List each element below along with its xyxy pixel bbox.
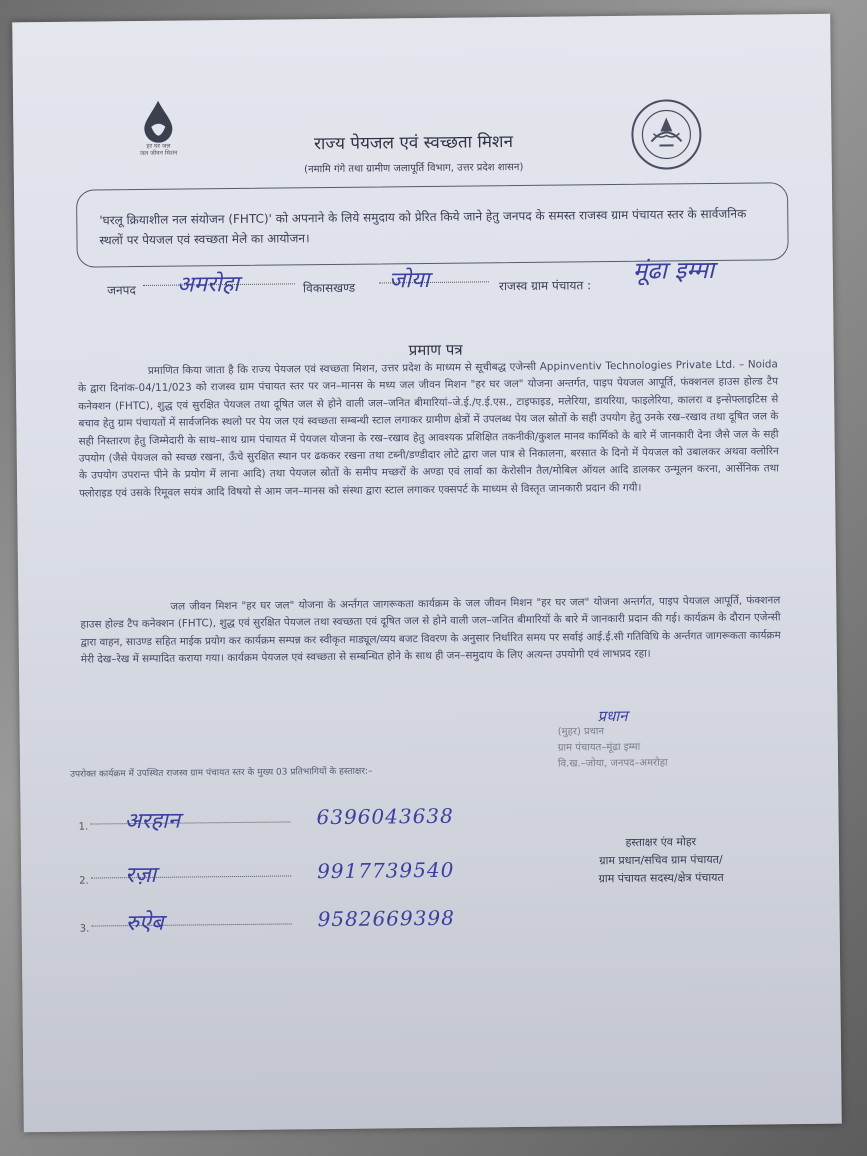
signature-block-line-2: ग्राम प्रधान/सचिव ग्राम पंचायत/ <box>599 852 723 868</box>
certificate-paragraph-1: प्रमाणित किया जाता है कि राज्य पेयजल एवं स्वच्छता मिशन, उत्तर प्रदेश के माध्यम से सूचीबद्ध एजेन्सी Appinventiv Technologies Private Ltd. – Noida के द्वारा दिनांक-04/11/023 को राजस्व ग्राम पंचायत स्तर पर जन–मानस के मध्य जल जीवन मिशन "हर घर जल" योजना अन्तर्गत, पाइप पेयजल आपूर्ति, फंक्शनल हाउस होल्ड टैप कनेक्शन (FHTC), शुद्ध एवं सुरक्षित पेयजल तथा दूषित जल से होने वाली जल–जनित बीमारियां–जे.ई./ए.ई.एस., टाइफाइड, मलेरिया, डायरिया, फाइलेरिया, कालरा व इन्सेफ्लाइटिस से बचाव हेतु ग्राम पंचायतों में सार्वजनिक स्थलो पर पेय जल एवं स्वच्छता सम्बन्धी स्टाल लगाकर ग्रामीण क्षेत्रों में उपलब्ध पेय जल स्रोतों के सही उपयोग हेतु उनके रख–रखाव तथा दूषित जल के सही निस्तारण हेतु जिम्मेदारी के साथ–साथ ग्राम पंचायत में पेयजल योजना के रख–रखाव हेतु आवश्यक प्रशिक्षित तकनीकी/कुशल मानव कार्मिको के बारे में जानकारी देना जैसे जल के सही उपयोग (जैसे पेयजल को स्वच्छ रखना, ऊँचे सुरक्षित स्थान पर ढककर रखना तथा टब्नी/डण्डीदार लोटे द्वारा जल पात्र से निकालना, बरसात के दिनो में पेयजल को उबालकर अथवा क्लोरिन के उपयोग उपरान्त पीने के प्रयोग में लाना आदि) तथा पेयजल स्रोतों के समीप मच्छरों के अण्डा एवं लार्वा का केरोसीन तैल/मोबिल ऑयल आदि डालकर उन्मूलन करना, आर्सेनिक तथा फ्लोराइड एवं उसके रिमूवल सयंत्र आदि विषयो से आम जन–मानस को संस्था द्वारा स्टाल लगाकर एक्सपर्ट के माध्यम से विस्तृत जानकारी प्रदान की गयी। <box>77 358 779 500</box>
signature-block <box>541 832 782 889</box>
rep-dotline <box>92 923 292 926</box>
page-title: राज्य पेयजल एवं स्वच्छता मिशन <box>313 132 514 155</box>
rep-number: 3. <box>79 923 90 935</box>
district-label: जनपद <box>106 283 136 298</box>
panchayat-value: मूंढा इम्मा <box>632 255 715 285</box>
representative-row <box>79 903 499 941</box>
signature-block-line-3: ग्राम पंचायत सदस्य/क्षेत्र पंचायत <box>598 870 724 886</box>
block-value: जोया <box>388 267 430 294</box>
rep-name: रुऐब <box>125 910 164 937</box>
rep-number: 2. <box>79 875 89 887</box>
rep-name: रज़ा <box>125 862 157 889</box>
har-ghar-jal-logo <box>125 98 192 157</box>
rep-phone: 9917739540 <box>316 857 455 884</box>
stamp-line-1: (मुहर) प्रधान <box>557 726 605 738</box>
rep-dotline <box>91 875 291 878</box>
banner-text: 'घरलू क्रियाशील नल संयोजन (FHTC)' को अपनाने के लिये समुदाय को प्रेरित किये जाने हेतु जनपद के समस्त राजस्व ग्राम पंचायत स्तर के सार्वजनिक स्थलों पर पेयजल एवं स्वच्छता मेले का आयोजन। <box>99 206 747 248</box>
location-fields <box>106 255 787 303</box>
rep-dotline <box>91 821 291 824</box>
rep-phone: 9582669398 <box>317 905 455 932</box>
up-state-emblem-seal <box>629 97 704 172</box>
logo-caption-1: हर घर जल <box>146 142 171 150</box>
panchayat-label: राजस्व ग्राम पंचायत : <box>498 278 592 294</box>
representative-row <box>78 801 498 839</box>
district-value: अमरोहा <box>176 271 240 298</box>
block-label: विकासखण्ड <box>302 280 356 296</box>
rep-name: अरहान <box>124 808 181 835</box>
water-drop-icon <box>140 99 176 143</box>
logo-caption-2: जल जीवन मिशन <box>139 149 178 157</box>
representatives-caption: उपरोक्त कार्यक्रम में उपस्थित राजस्व ग्राम पंचायत स्तर के मुख्य 03 प्रतिभागियों के हस्ताक्षर:– <box>70 766 373 780</box>
rep-number: 1. <box>78 821 89 833</box>
certificate-paper <box>12 14 842 1133</box>
pradhan-stamp <box>558 723 738 773</box>
pradhan-signature: प्रधान <box>597 706 628 726</box>
certificate-paragraph-2: जल जीवन मिशन "हर घर जल" योजना के अर्न्तगत जागरूकता कार्यक्रम के जल जीवन मिशन "हर घर जल" योजना अन्तर्गत, पाइप पेयजल आपूर्ति, फंक्शनल हाउस होल्ड टैप कनेक्शन (FHTC), शुद्ध एवं सुरक्षित पेयजल तथा स्वच्छता एवं दूषित जल से होने वाली जल–जनित बीमारियों के बारे में जानकारी प्रदान की गई। कार्यक्रम के दौरान एजेन्सी द्वारा वाहन, साउण्ड सहित माईक प्रयोग कर कार्यक्रम सम्पन्न कर स्वीकृत माड्यूल/व्यय बजट विवरण के अनुसार निर्धारित समय पर सर्वाइं आई.ई.सी गतिविधि के अर्न्तगत जागरूकता कार्यक्रम मेरी देख–रेख में सम्पादित कराया गया। कार्यक्रम पेयजल एवं स्वच्छता से सम्बन्धित होने के साथ ही जन–समुदाय के लिए अत्यन्त उपयोगी एवं लाभप्रद रहा। <box>80 594 781 666</box>
signature-block-line-1: हस्ताक्षर एंव मोहर <box>625 835 697 849</box>
page-subtitle: (नमामि गंगे तथा ग्रामीण जलापूर्ति विभाग, उत्तर प्रदेश शासन) <box>304 161 524 176</box>
certificate-title: प्रमाण पत्र <box>408 340 463 360</box>
representative-row <box>79 855 499 893</box>
stamp-line-3: वि.ख.–जोया, जनपद–अमरोहा <box>557 757 668 770</box>
stamp-line-2: ग्राम पंचायत–मूंढा इम्मा <box>557 741 641 754</box>
rep-phone: 6396043638 <box>316 803 454 830</box>
